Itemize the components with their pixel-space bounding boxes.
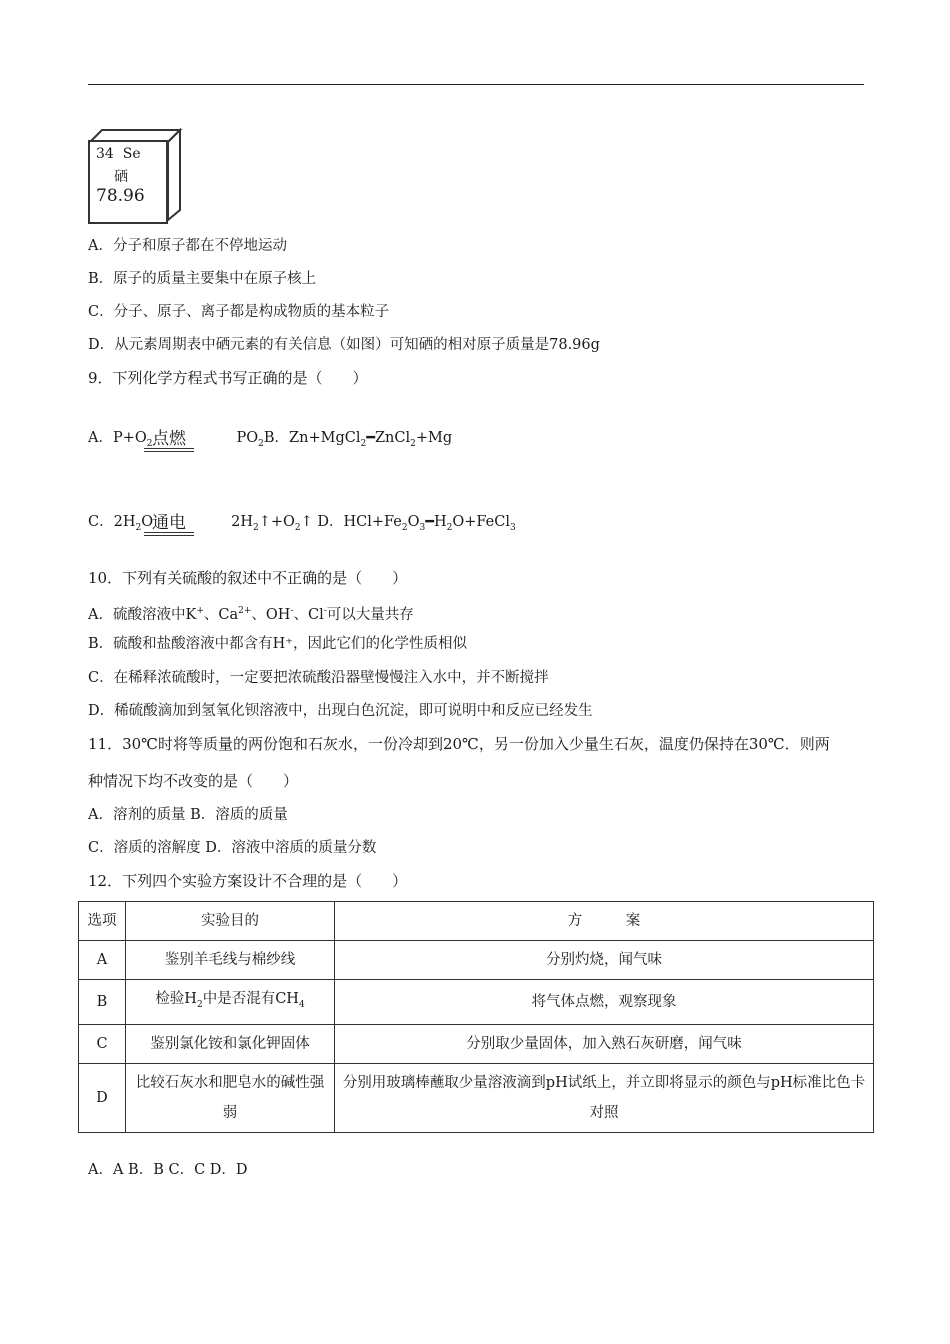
table-row <box>79 980 874 1025</box>
q11-options-ab: A．溶剂的质量 B．溶质的质量 <box>88 807 288 823</box>
selenium-element-card <box>88 128 184 222</box>
q10-option-a: A．硫酸溶液中K+、$Ca^{2+}$、OH-、Cl-可以大量共存 <box>88 606 414 623</box>
q11-options-cd: C．溶质的溶解度 D．溶液中溶质的质量分数 <box>88 840 377 856</box>
row-option: A <box>79 941 126 980</box>
row-goal: 鉴别氯化铵和氯化钾固体 <box>126 1024 335 1063</box>
q12-stem: 12．下列四个实验方案设计不合理的是（ ） <box>88 872 408 890</box>
table-header-row <box>79 902 874 941</box>
row-option: C <box>79 1024 126 1063</box>
element-number: 34 <box>96 146 114 162</box>
row-goal: 比较石灰水和肥皂水的碱性强弱 <box>126 1063 335 1132</box>
q8-option-a: A．分子和原子都在不停地运动 <box>88 238 287 254</box>
element-name: 硒 <box>114 169 128 185</box>
row-goal: 检验$H_2$中是否混有$CH_4$ <box>126 980 335 1025</box>
condition-ignite: 点燃 <box>152 424 186 449</box>
row-plan: 将气体点燃，观察现象 <box>335 980 874 1025</box>
row-option: B <box>79 980 126 1025</box>
header-plan: 方 案 <box>335 902 874 941</box>
q12-answer-options: A．A B．B C．C D．D <box>88 1162 248 1178</box>
q11-stem-line1: 11．30℃时将等质量的两份饱和石灰水，一份冷却到20℃，另一份加入少量生石灰，温度仍保持在30℃．则两 <box>88 735 830 753</box>
q11-stem-line2: 种情况下均不改变的是（ ） <box>88 772 299 790</box>
q10-stem: 10．下列有关硫酸的叙述中不正确的是（ ） <box>88 569 408 587</box>
q8-option-d: D．从元素周期表中硒元素的有关信息（如图）可知硒的相对原子质量是78.96g <box>88 337 600 353</box>
table-row <box>79 1024 874 1063</box>
element-symbol: Se <box>122 146 141 162</box>
q8-option-c: C．分子、原子、离子都是构成物质的基本粒子 <box>88 304 390 320</box>
row-plan: 分别用玻璃棒蘸取少量溶液滴到pH试纸上，并立即将显示的颜色与pH标准比色卡对照 <box>335 1063 874 1132</box>
q10-option-c: C．在稀释浓硫酸时，一定要把浓硫酸沿器壁慢慢注入水中，并不断搅拌 <box>88 670 549 686</box>
row-option: D <box>79 1063 126 1132</box>
q9-stem: 9．下列化学方程式书写正确的是（ ） <box>88 369 368 387</box>
q8-option-b: B．原子的质量主要集中在原子核上 <box>88 271 317 287</box>
condition-electrolysis: 通电 <box>152 508 186 533</box>
q9-option-a-b: A．$P+O_2$ $PO_2B$．Zn+MgCl$_2$━ZnCl$_2$+Mg <box>88 430 453 449</box>
table-row <box>79 941 874 980</box>
q10-option-d: D．稀硫酸滴加到氢氧化钡溶液中，出现白色沉淀，即可说明中和反应已经发生 <box>88 703 593 719</box>
q9-option-c-d: C．$2H_2O$ $2H_2↑+O_2↑$ D．$HCl+Fe_2O_3━H_2O+FeCl_3$ <box>88 514 516 533</box>
header-goal: 实验目的 <box>126 902 335 941</box>
row-plan: 分别取少量固体，加入熟石灰研磨，闻气味 <box>335 1024 874 1063</box>
header-rule <box>88 84 864 85</box>
header-option: 选项 <box>79 902 126 941</box>
table-row <box>79 1063 874 1132</box>
row-plan: 分别灼烧，闻气味 <box>335 941 874 980</box>
row-goal: 鉴别羊毛线与棉纱线 <box>126 941 335 980</box>
q12-table <box>78 901 874 1133</box>
element-mass: 78.96 <box>96 186 145 206</box>
q10-option-b: B．硫酸和盐酸溶液中都含有H⁺，因此它们的化学性质相似 <box>88 636 467 652</box>
